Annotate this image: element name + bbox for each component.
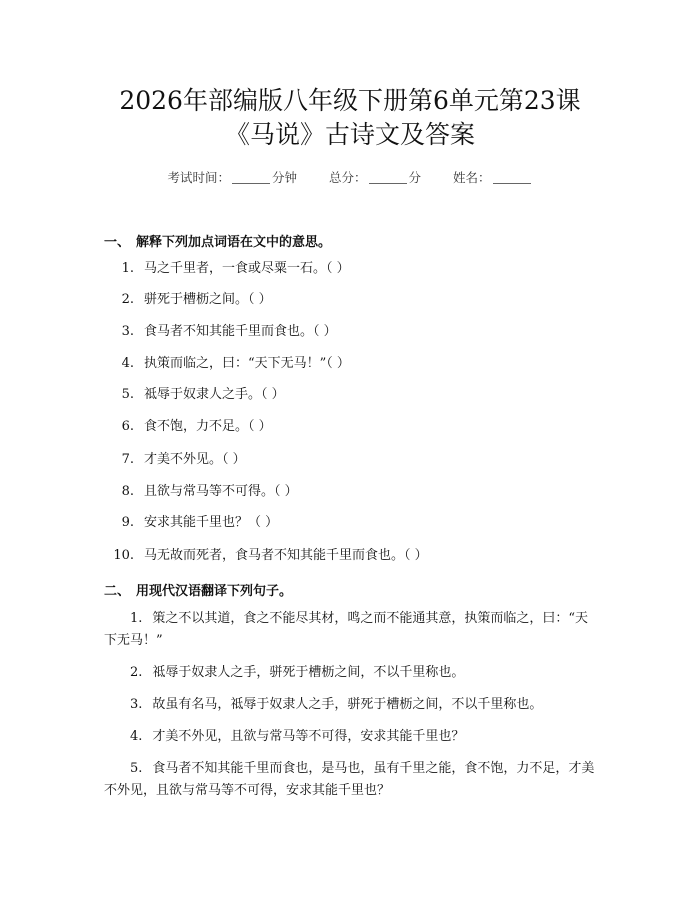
- item-number: 3.: [121, 324, 134, 339]
- section1-number: 一、: [104, 235, 131, 250]
- item-number: 3.: [130, 697, 143, 712]
- item-number: 2.: [121, 292, 134, 307]
- section1-item: [104, 481, 604, 503]
- section2-item: [104, 758, 596, 802]
- section1-item: [104, 289, 604, 311]
- total-score-unit: 分: [408, 170, 422, 185]
- document-title-line2: 《马说》古诗文及答案: [224, 120, 475, 149]
- item-text: 且欲与常马等不可得。（ ）: [144, 484, 298, 499]
- item-number: 1.: [121, 261, 134, 276]
- item-text: 安求其能千里也？（ ）: [144, 515, 279, 530]
- item-text: 才美不外见，且欲与常马等不可得，安求其能千里也？: [152, 729, 465, 744]
- item-number: 10.: [113, 548, 134, 563]
- section1-item: [104, 512, 604, 534]
- item-text: 食不饱，力不足。（ ）: [144, 419, 272, 434]
- exam-info-line: [0, 168, 700, 186]
- exam-time-field: [167, 168, 297, 186]
- section1-item: [104, 545, 604, 567]
- section1-item: [104, 321, 604, 343]
- section1-title: 解释下列加点词语在文中的意思。: [136, 235, 332, 250]
- section2-title: 用现代汉语翻译下列句子。: [136, 584, 293, 599]
- item-text: 才美不外见。（ ）: [144, 452, 246, 467]
- item-number: 4.: [121, 356, 134, 371]
- section1-item: [104, 416, 604, 438]
- section2-item: [104, 726, 596, 748]
- item-number: 5.: [121, 387, 134, 402]
- section1-item: [104, 353, 604, 375]
- item-number: 1.: [130, 611, 143, 626]
- section1-item: [104, 258, 604, 280]
- total-score-blank: [369, 171, 407, 184]
- section2-number: 二、: [104, 584, 131, 599]
- section2-heading: [104, 580, 292, 599]
- exam-time-label: 考试时间：: [167, 170, 230, 185]
- student-name-label: 姓名：: [453, 170, 491, 185]
- section1-item: [104, 384, 604, 406]
- item-text: 故虽有名马，祗辱于奴隶人之手，骈死于槽枥之间，不以千里称也。: [152, 697, 543, 712]
- total-score-field: [329, 168, 421, 186]
- section2-item: [104, 608, 596, 652]
- section1-heading: [104, 231, 331, 250]
- item-number: 9.: [121, 515, 134, 530]
- section2-item: [104, 662, 596, 684]
- item-text: 马无故而死者，食马者不知其能千里而食也。（ ）: [144, 548, 428, 563]
- item-text: 马之千里者，一食或尽粟一石。（ ）: [144, 261, 350, 276]
- item-number: 8.: [121, 484, 134, 499]
- item-text: 策之不以其道，食之不能尽其材，鸣之而不能通其意，执策而临之，曰：“天下无马！”: [104, 611, 589, 648]
- item-number: 7.: [121, 452, 134, 467]
- exam-time-unit: 分钟: [271, 170, 297, 185]
- section2-item: [104, 694, 596, 716]
- item-number: 4.: [130, 729, 143, 744]
- item-text: 食马者不知其能千里而食也，是马也，虽有千里之能，食不饱，力不足，才美不外见，且欲与常马等不可得，安求其能千里也？: [104, 761, 595, 798]
- section1-item: [104, 449, 604, 471]
- item-text: 食马者不知其能千里而食也。（ ）: [144, 324, 337, 339]
- item-text: 执策而临之，曰：“天下无马！”（ ）: [144, 356, 350, 371]
- student-name-field: [453, 168, 533, 186]
- item-text: 祗辱于奴隶人之手，骈死于槽枥之间，不以千里称也。: [152, 665, 465, 680]
- exam-time-blank: [232, 171, 270, 184]
- total-score-label: 总分：: [328, 170, 367, 185]
- item-text: 祗辱于奴隶人之手。（ ）: [144, 387, 285, 402]
- student-name-blank: [493, 171, 531, 184]
- item-number: 6.: [121, 419, 134, 434]
- item-number: 2.: [130, 665, 143, 680]
- item-number: 5.: [130, 761, 143, 776]
- item-text: 骈死于槽枥之间。（ ）: [144, 292, 272, 307]
- document-title-line1: 2026年部编版八年级下册第6单元第23课: [119, 86, 581, 115]
